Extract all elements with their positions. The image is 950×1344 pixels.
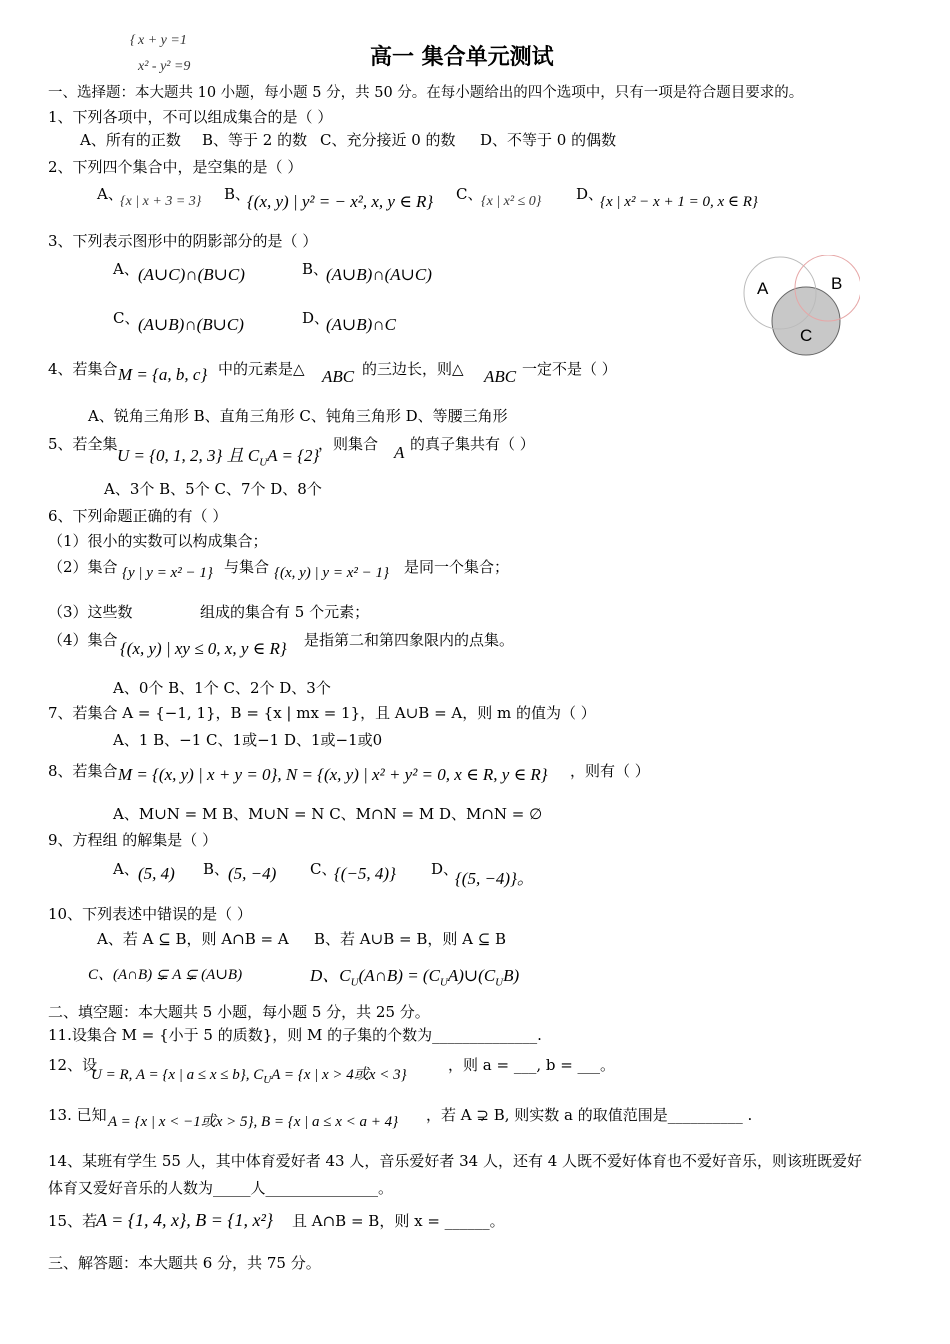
q4-text-2: 中的元素是△ bbox=[218, 360, 305, 378]
section-2-heading: 二、填空题：本大题共 5 小题，每小题 5 分，共 25 分。 bbox=[48, 1003, 430, 1021]
system-brace: { bbox=[130, 33, 136, 48]
q3-option-c-label: C、 bbox=[113, 309, 140, 327]
q3-stem: 3、下列表示图形中的阴影部分的是（ ） bbox=[48, 232, 318, 250]
q10-option-d: D、$C_U(A\cap B)$ = $(C_UA)\cup(C_UB)$ bbox=[310, 966, 520, 989]
q12-text-2: ，则 a = ___, b = ___。 bbox=[448, 1056, 616, 1074]
q7-stem: 7、若集合 A = {−1, 1}，B = {x | mx = 1}，且 A∪B = A，则 m 的值为（ ） bbox=[48, 704, 596, 722]
venn-label-a: A bbox=[757, 279, 769, 298]
q6-item-2-set-2: {(x, y) | y = x² − 1} bbox=[274, 565, 389, 581]
q2-option-d: {x | x² − x + 1 = 0, x ∈ R} bbox=[600, 194, 758, 210]
header-system-line1: x + y =1 bbox=[138, 33, 187, 48]
q14-line-2: 体育又爱好音乐的人数为_____人_______________。 bbox=[48, 1179, 394, 1197]
q6-item-4-set: {(x, y) | xy ≤ 0, x, y ∈ R} bbox=[120, 639, 287, 658]
q8-options: A、M∪N = M B、M∪N = N C、M∩N = M D、M∩N = ∅ bbox=[113, 805, 543, 823]
q1-option-b: B、等于 2 的数 bbox=[202, 131, 308, 149]
q4-options: A、锐角三角形 B、直角三角形 C、钝角三角形 D、等腰三角形 bbox=[88, 407, 508, 425]
venn-label-b: B bbox=[831, 274, 843, 293]
q2-option-b: {(x, y) | y² = − x², x, y ∈ R} bbox=[247, 192, 434, 211]
q9-option-c-label: C、 bbox=[310, 860, 337, 878]
q9-option-b-label: B、 bbox=[203, 860, 230, 878]
q6-item-4-text-1: （4）集合 bbox=[48, 631, 118, 649]
q5-text-1: 5、若全集 bbox=[48, 435, 118, 453]
header-system-line2: x² - y² =9 bbox=[138, 59, 191, 74]
q1-option-a: A、所有的正数 bbox=[80, 131, 181, 149]
q3-option-b-label: B、 bbox=[302, 260, 329, 278]
q6-item-2-set-1: {y | y = x² − 1} bbox=[122, 565, 213, 581]
q10-option-a: A、若 A ⊆ B，则 A∩B = A bbox=[97, 930, 289, 948]
q14-line-1: 14、某班有学生 55 人，其中体育爱好者 43 人，音乐爱好者 34 人，还有 4 人既不爱好体育也不爱好音乐，则该班既爱好 bbox=[48, 1152, 863, 1170]
q3-option-c: (A∪B)∩(B∪C) bbox=[138, 315, 244, 334]
q10-option-b: B、若 A∪B = B，则 A ⊆ B bbox=[314, 930, 507, 948]
q1-stem: 1、下列各项中，不可以组成集合的是（ ） bbox=[48, 108, 333, 126]
q4-text-3: 的三边长，则△ bbox=[362, 360, 464, 378]
q15-math: A = {1, 4, x}, B = {1, x²} bbox=[96, 1210, 274, 1230]
q8-text-1: 8、若集合 bbox=[48, 762, 118, 780]
q10-option-c: C、(A∩B) ⊊ A ⊊ (A∪B) bbox=[88, 967, 243, 983]
q15-text-2: 且 A∩B = B，则 x = ______。 bbox=[292, 1212, 505, 1230]
q4-math-m: M = {a, b, c} bbox=[118, 365, 208, 384]
q9-option-b: (5, −4) bbox=[228, 864, 277, 883]
q9-option-d-label: D、 bbox=[431, 860, 459, 878]
q2-option-a-label: A、 bbox=[97, 185, 123, 203]
q2-option-c-label: C、 bbox=[456, 185, 483, 203]
q13-text-1: 13. 已知 bbox=[48, 1106, 107, 1124]
q9-option-a: (5, 4) bbox=[138, 864, 175, 883]
q9-stem: 9、方程组 的解集是（ ） bbox=[48, 831, 218, 849]
venn-label-c: C bbox=[800, 326, 813, 345]
q2-option-c: {x | x² ≤ 0} bbox=[481, 194, 542, 209]
q4-math-abc-2: ABC bbox=[484, 367, 517, 386]
q1-option-d: D、不等于 0 的偶数 bbox=[480, 131, 617, 149]
q6-stem: 6、下列命题正确的有（ ） bbox=[48, 507, 228, 525]
q4-text-4: 一定不是（ ） bbox=[522, 360, 617, 378]
q2-option-a: {x | x + 3 = 3} bbox=[120, 194, 202, 209]
q5-text-3: 的真子集共有（ ） bbox=[410, 435, 535, 453]
q13-text-2: ，若 A ⊋ B, 则实数 a 的取值范围是__________ . bbox=[426, 1106, 753, 1124]
q10-stem: 10、下列表述中错误的是（ ） bbox=[48, 905, 252, 923]
q9-option-d: {(5, −4)}。 bbox=[455, 869, 534, 888]
q5-text-2: ，则集合 bbox=[318, 435, 379, 453]
q9-option-c: {(−5, 4)} bbox=[334, 864, 396, 883]
q13-math: A = {x | x < −1或x > 5}, B = {x | a ≤ x < a + 4} bbox=[108, 1114, 399, 1130]
q3-option-a: (A∪C)∩(B∪C) bbox=[138, 265, 245, 284]
q7-options: A、1 B、−1 C、1或−1 D、1或−1或0 bbox=[113, 731, 383, 749]
q2-stem: 2、下列四个集合中，是空集的是（ ） bbox=[48, 158, 303, 176]
q4-text-1: 4、若集合 bbox=[48, 360, 118, 378]
q12-math: U = R, A = {x | a ≤ x ≤ b}, $C_UA = \{x$ | x > 4或x < 3} bbox=[91, 1067, 407, 1086]
q6-item-1: （1）很小的实数可以构成集合； bbox=[48, 532, 268, 550]
q3-option-b: (A∪B)∩(A∪C) bbox=[326, 265, 432, 284]
q15-text-1: 15、若 bbox=[48, 1212, 98, 1230]
q12-text-1: 12、设 bbox=[48, 1056, 98, 1074]
q5-options: A、3个 B、5个 C、7个 D、8个 bbox=[104, 480, 322, 498]
q8-text-2: ，则有（ ） bbox=[570, 762, 650, 780]
q2-option-d-label: D、 bbox=[576, 185, 604, 203]
q3-option-d: (A∪B)∩C bbox=[326, 315, 396, 334]
q4-math-abc-1: ABC bbox=[322, 367, 355, 386]
venn-diagram bbox=[740, 255, 860, 365]
page-title: 高一 集合单元测试 bbox=[370, 45, 554, 70]
q8-math: M = {(x, y) | x + y = 0}, N = {(x, y) | x² + y² = 0, x ∈ R, y ∈ R} bbox=[118, 765, 548, 784]
q6-item-2-text-1: （2）集合 bbox=[48, 558, 118, 576]
q6-item-2-text-3: 是同一个集合； bbox=[404, 558, 510, 576]
q6-item-3-text-1: （3）这些数 bbox=[48, 603, 133, 621]
q9-option-a-label: A、 bbox=[113, 860, 139, 878]
section-1-heading: 一、选择题：本大题共 10 小题，每小题 5 分，共 50 分。在每小题给出的四个选项中，只有一项是符合题目要求的。 bbox=[48, 85, 804, 101]
q1-option-c: C、充分接近 0 的数 bbox=[320, 131, 456, 149]
q6-item-3-text-2: 组成的集合有 5 个元素； bbox=[200, 603, 370, 621]
section-3-heading: 三、解答题：本大题共 6 分，共 75 分。 bbox=[48, 1254, 321, 1272]
q11-text: 11.设集合 M = {小于 5 的质数}，则 M 的子集的个数为______________. bbox=[48, 1026, 542, 1044]
q3-option-d-label: D、 bbox=[302, 309, 330, 327]
q6-item-4-text-2: 是指第二和第四象限内的点集。 bbox=[304, 631, 515, 649]
q5-math-u: U = {0, 1, 2, 3} 且 $C_UA = \{2\}$ bbox=[117, 446, 320, 469]
q3-option-a-label: A、 bbox=[113, 260, 139, 278]
q2-option-b-label: B、 bbox=[224, 185, 251, 203]
q5-math-a: A bbox=[394, 443, 405, 462]
q6-options: A、0个 B、1个 C、2个 D、3个 bbox=[113, 679, 331, 697]
q6-item-2-text-2: 与集合 bbox=[224, 558, 270, 576]
